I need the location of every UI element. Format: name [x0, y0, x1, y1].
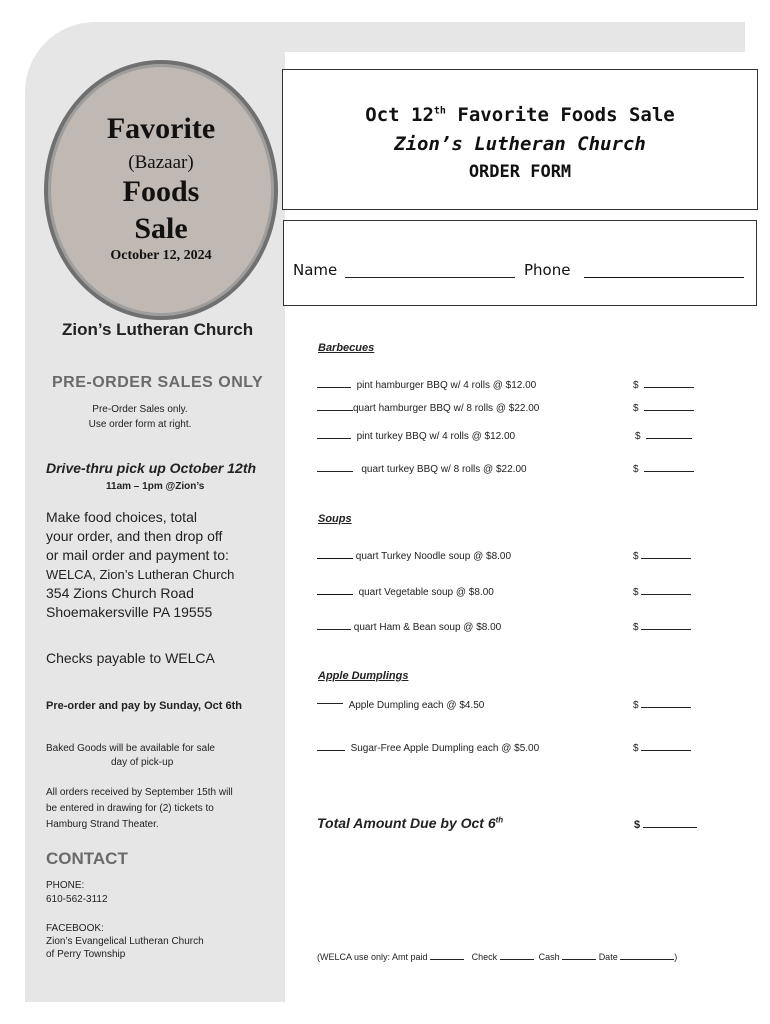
amount-blank [646, 437, 692, 439]
order-item-dumpling-2 [317, 743, 539, 754]
baked-goods-note [46, 742, 236, 770]
item-label: pint hamburger BBQ w/ 4 rolls @ $12.00 [356, 380, 537, 391]
quantity-blank[interactable] [317, 702, 343, 704]
amount-field[interactable] [635, 431, 692, 442]
preorder-note-line1: Pre-Order Sales only. [92, 404, 188, 415]
mailing-address-line: 354 Zions Church Road [46, 585, 194, 601]
welca-cash-field[interactable] [562, 958, 596, 960]
phone-label: Phone [524, 261, 571, 279]
quantity-blank[interactable] [317, 437, 351, 439]
quantity-blank[interactable] [317, 749, 345, 751]
welca-amt-paid-field[interactable] [430, 958, 464, 960]
baked-goods-line2: day of pick-up [111, 757, 174, 768]
item-label: Apple Dumpling each @ $4.50 [348, 700, 485, 711]
currency-symbol: $ [635, 431, 641, 442]
amount-blank [641, 628, 691, 630]
amount-field[interactable] [633, 464, 694, 475]
drawing-line: Hamburg Strand Theater. [46, 819, 159, 830]
header-church: Zion’s Lutheran Church [394, 133, 646, 155]
event-logo-oval [44, 60, 278, 320]
preorder-heading: PRE-ORDER SALES ONLY [52, 374, 264, 391]
amount-blank [641, 557, 691, 559]
phone-number: 610-562-3112 [46, 894, 108, 905]
header-form-title: ORDER FORM [468, 162, 572, 182]
baked-goods-line1: Baked Goods will be available for sale [46, 743, 215, 754]
phone-label: PHONE: [46, 880, 85, 891]
amount-blank [644, 409, 694, 411]
contact-phone [46, 879, 108, 907]
order-item-soup-1 [317, 551, 511, 562]
amount-field[interactable] [633, 380, 694, 391]
order-item-bbq-4 [317, 464, 527, 475]
contact-facebook [46, 922, 204, 961]
quantity-blank[interactable] [317, 593, 353, 595]
amount-blank [643, 826, 697, 828]
currency-symbol: $ [633, 403, 639, 414]
logo-line-favorite: Favorite [106, 112, 216, 145]
welca-amt-paid-label: (WELCA use only: Amt paid [317, 952, 428, 962]
amount-blank [644, 470, 694, 472]
total-amount-field[interactable] [634, 819, 697, 831]
quantity-blank[interactable] [317, 628, 351, 630]
currency-symbol: $ [633, 700, 639, 711]
currency-symbol: $ [633, 743, 639, 754]
quantity-blank[interactable] [317, 386, 351, 388]
sidebar-church-name: Zion’s Lutheran Church [62, 320, 254, 339]
welca-cash-label: Cash [538, 952, 560, 962]
drawing-line: be entered in drawing for (2) tickets to [46, 803, 214, 814]
currency-symbol: $ [634, 819, 641, 831]
header-title-date: Oct 12 [365, 104, 434, 126]
phone-field[interactable] [584, 277, 744, 278]
total-due-label [317, 815, 503, 831]
section-soups: Soups [318, 513, 352, 525]
currency-symbol: $ [633, 464, 639, 475]
logo-date: October 12, 2024 [110, 248, 212, 263]
facebook-page-line2: of Perry Township [46, 949, 126, 960]
order-item-bbq-2 [317, 403, 539, 414]
logo-line-sale: Sale [134, 212, 188, 245]
item-label: quart Ham & Bean soup @ $8.00 [353, 622, 502, 633]
amount-field[interactable] [633, 700, 691, 711]
logo-line-bazaar: (Bazaar) [128, 152, 194, 173]
drawing-line: All orders received by September 15th will [46, 787, 233, 798]
total-label-text: Total Amount Due by Oct 6 [317, 815, 496, 831]
pay-by-deadline: Pre-order and pay by Sunday, Oct 6th [46, 700, 243, 712]
welca-date-label: Date [598, 952, 618, 962]
drive-thru-heading: Drive-thru pick up October 12th [46, 460, 257, 476]
currency-symbol: $ [633, 551, 639, 562]
currency-symbol: $ [633, 622, 639, 633]
instruction-line: Make food choices, total [46, 509, 197, 525]
drawing-note [46, 785, 278, 833]
instruction-line: or mail order and payment to: [46, 547, 229, 563]
amount-blank [641, 593, 691, 595]
checks-payable-note: Checks payable to WELCA [46, 650, 215, 666]
quantity-blank[interactable] [317, 470, 353, 472]
section-apple-dumplings: Apple Dumplings [318, 670, 409, 682]
header-title [283, 104, 757, 126]
header-title-text: Favorite Foods Sale [445, 104, 675, 126]
amount-blank [641, 706, 691, 708]
currency-symbol: $ [633, 380, 639, 391]
order-item-dumpling-1 [317, 700, 484, 711]
amount-field[interactable] [633, 743, 691, 754]
name-label: Name [293, 261, 338, 279]
item-label: pint turkey BBQ w/ 4 rolls @ $12.00 [356, 431, 516, 442]
customer-info-box [283, 220, 757, 306]
order-item-soup-3 [317, 622, 501, 633]
item-label: quart Turkey Noodle soup @ $8.00 [355, 551, 512, 562]
amount-field[interactable] [633, 622, 691, 633]
welca-check-label: Check [471, 952, 498, 962]
facebook-label: FACEBOOK: [46, 923, 104, 934]
amount-blank [641, 749, 691, 751]
item-label: quart Vegetable soup @ $8.00 [358, 587, 494, 598]
section-barbecues: Barbecues [318, 342, 375, 354]
header-title-sup: th [433, 105, 446, 117]
amount-blank [644, 386, 694, 388]
amount-field[interactable] [633, 403, 694, 414]
logo-line-foods: Foods [122, 175, 200, 208]
order-instructions [46, 508, 281, 622]
currency-symbol: $ [633, 587, 639, 598]
instruction-line: your order, and then drop off [46, 528, 223, 544]
facebook-page-line1: Zion’s Evangelical Lutheran Church [46, 936, 204, 947]
item-label: Sugar-Free Apple Dumpling each @ $5.00 [350, 743, 540, 754]
total-label-sup: th [495, 815, 504, 825]
welca-use-only [317, 952, 677, 962]
preorder-note-line2: Use order form at right. [88, 419, 192, 430]
name-field[interactable] [345, 277, 515, 278]
mailing-address-line: WELCA, Zion’s Lutheran Church [46, 567, 235, 582]
quantity-blank[interactable] [317, 557, 353, 559]
contact-heading: CONTACT [46, 849, 128, 868]
mailing-address-line: Shoemakersville PA 19555 [46, 604, 213, 620]
welca-date-field[interactable] [620, 958, 674, 960]
order-item-bbq-1 [317, 380, 536, 391]
drive-thru-time: 11am – 1pm @Zion’s [106, 481, 205, 492]
order-form-header [282, 69, 758, 210]
order-item-soup-2 [317, 587, 494, 598]
item-label: quart turkey BBQ w/ 8 rolls @ $22.00 [361, 464, 527, 475]
welca-close-paren: ) [674, 952, 678, 962]
preorder-note [60, 402, 220, 432]
quantity-blank[interactable] [317, 409, 353, 411]
amount-field[interactable] [633, 551, 691, 562]
item-label: quart hamburger BBQ w/ 8 rolls @ $22.00 [353, 403, 540, 414]
order-item-bbq-3 [317, 431, 515, 442]
welca-check-field[interactable] [500, 958, 534, 960]
amount-field[interactable] [633, 587, 691, 598]
